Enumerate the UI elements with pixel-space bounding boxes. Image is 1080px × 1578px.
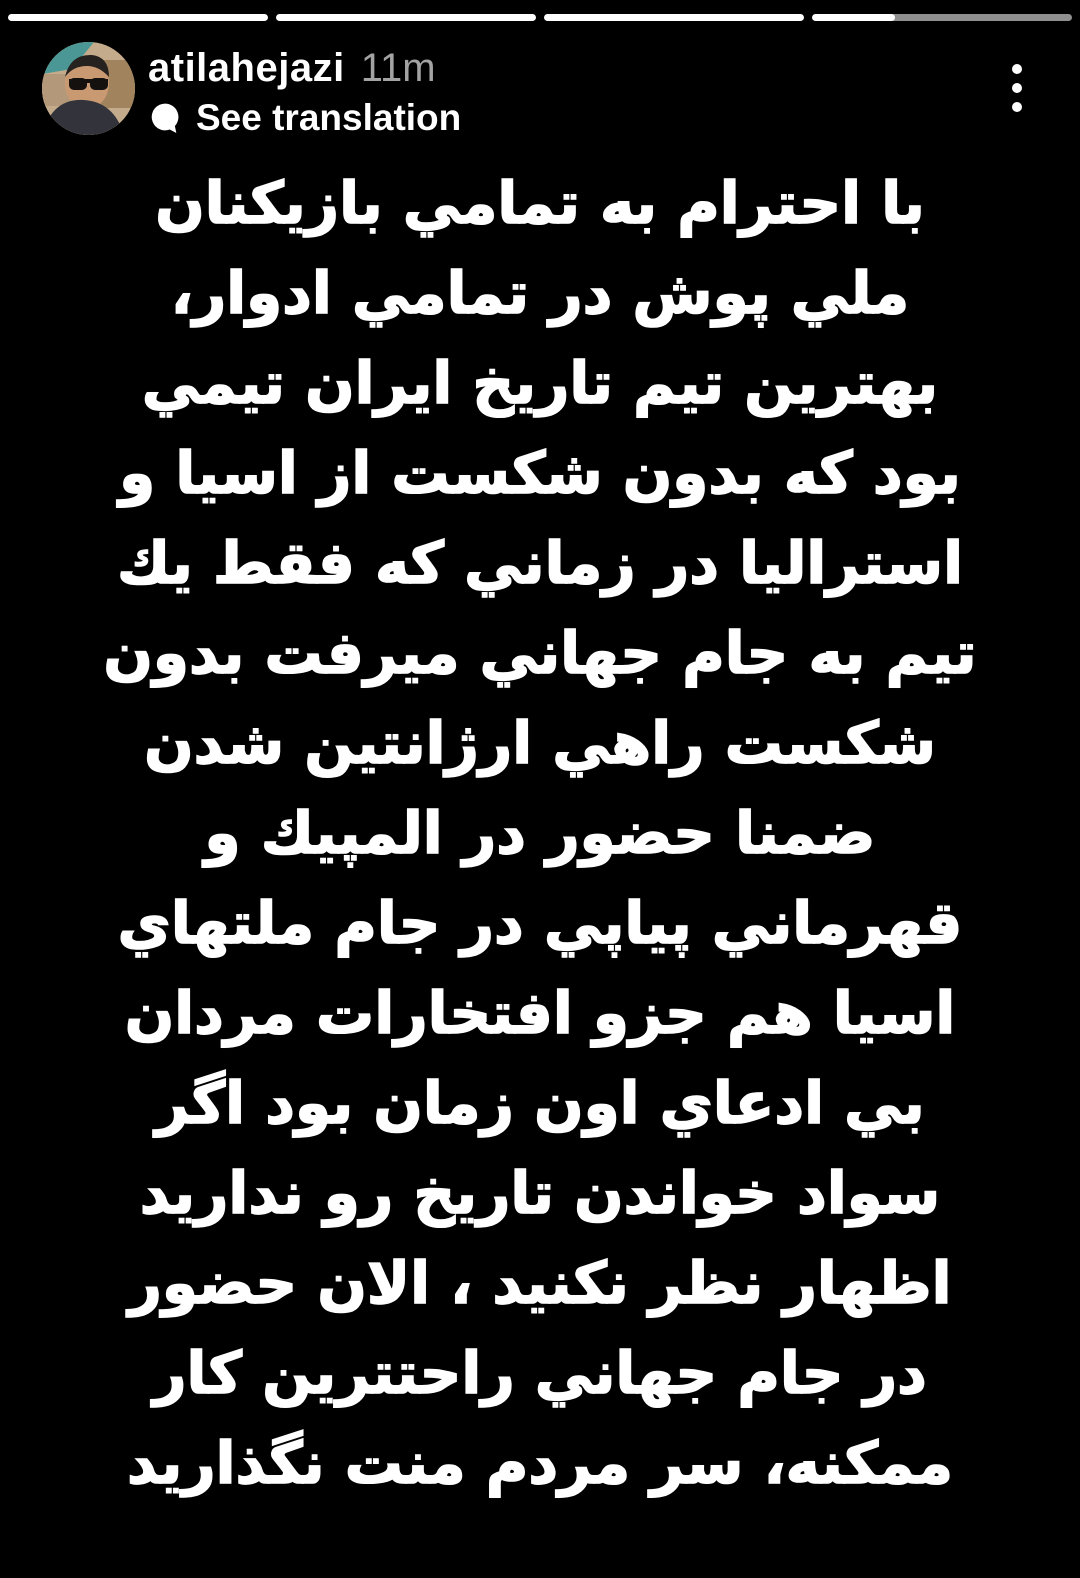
story-text-line: بي ادعاي اون زمان بود اگر [155,1069,925,1137]
see-translation-label: See translation [196,97,462,138]
story-text-line: ملي پوش در تمامي ادوار، [170,259,910,327]
story-progress-bar [8,14,1072,21]
kebab-dot-icon [1012,102,1022,112]
story-progress-segment-2 [276,14,536,21]
story-text-line: بهترين تيم تاريخ ايران تيمي [141,349,939,417]
kebab-dot-icon [1012,64,1022,74]
avatar[interactable] [42,42,135,135]
story-text-line: تيم به جام جهاني ميرفت بدون [103,619,977,687]
story-progress-segment-3 [544,14,804,21]
story-text-line: ضمنا حضور در المپيك و [204,799,876,867]
story-text-line: سواد خواندن تاريخ رو نداريد [139,1159,941,1227]
story-text-line: با احترام به تمامي بازيكنان [155,169,925,237]
story-progress-fill-2 [276,14,536,21]
speech-bubble-icon [148,101,182,135]
story-text-line: قهرماني پياپي در جام ملتهاي [117,889,963,957]
see-translation-button[interactable] [148,97,461,139]
more-options-button[interactable] [1005,64,1029,112]
story-text-line: بود كه بدون شكست از اسيا و [119,439,961,507]
story-progress-fill-1 [8,14,268,21]
story-text-line: اسيا هم جزو افتخارات مردان [124,979,956,1047]
story-progress-fill-4 [812,14,895,21]
story-progress-fill-3 [544,14,804,21]
profile-photo-icon [42,42,135,135]
story-header [148,46,436,91]
story-text-line: شكست راهي ارژانتين شدن [144,709,936,777]
story-text-line: استراليا در زماني كه فقط يك [117,529,963,597]
story-progress-segment-4 [812,14,1072,21]
story-text-line: در جام جهاني راحتترين كار [153,1339,927,1407]
story-text-line: اظهار نظر نكنيد ، الان حضور [128,1249,952,1317]
username[interactable]: atilahejazi [148,46,345,90]
story-text-line: ممكنه، سر مردم منت نگذاريد [126,1429,954,1497]
timestamp: 11m [360,46,436,90]
story-progress-segment-1 [8,14,268,21]
kebab-dot-icon [1012,83,1022,93]
story-text [0,158,1080,1508]
